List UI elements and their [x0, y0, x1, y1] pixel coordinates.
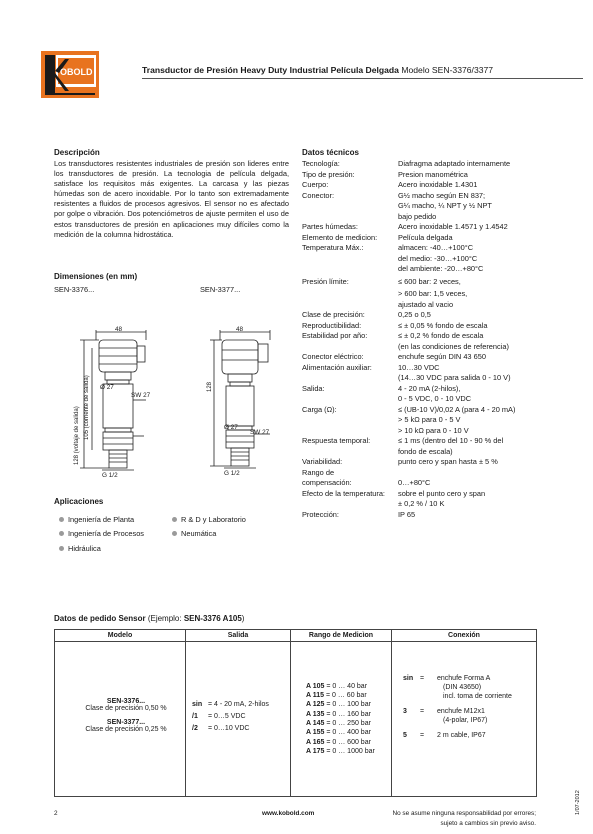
spec-value: > 5 kΩ para 0 - 5 V — [398, 415, 461, 424]
spec-value: G½ macho según EN 837; — [398, 190, 486, 200]
connection-entry — [403, 674, 536, 701]
spec-value: Película delgada — [398, 232, 453, 242]
spec-row — [302, 180, 478, 189]
spec-row — [302, 352, 486, 361]
spec-label: Reproductibilidad: — [302, 320, 362, 330]
spec-label: Carga (Ω): — [302, 404, 337, 414]
connection-line: (DIN 43650) — [443, 684, 482, 691]
footer-note-2: sujeto a cambios sin previo aviso. — [440, 820, 536, 827]
range-code: A 105 — [306, 682, 325, 690]
spec-label: Efecto de la temperatura: — [302, 488, 385, 498]
connection-line: 2 m cable, IP67 — [437, 732, 486, 739]
range-entry — [306, 710, 391, 719]
spec-value: sobre el punto cero y span — [398, 488, 486, 498]
spec-row — [302, 436, 504, 445]
connection-code: 5 — [403, 732, 407, 739]
bullet-icon — [172, 531, 177, 536]
spec-label: Tecnología: — [302, 159, 340, 168]
range-entry — [306, 719, 391, 728]
spec-row — [302, 468, 334, 477]
range-desc: = 0 … 400 bar — [324, 729, 371, 737]
spec-label: Presión límite: — [302, 276, 349, 286]
spec-value: punto cero y span hasta ± 5 % — [398, 457, 498, 466]
footer-url[interactable]: www.kobold.com — [262, 810, 315, 817]
spec-row — [302, 276, 461, 286]
model-code: SEN-3377... — [106, 719, 146, 726]
range-entry — [306, 738, 391, 747]
spec-value: del ambiente: -20…+80°C — [398, 264, 484, 273]
order-heading: Datos de pedido Sensor (Ejemplo: SEN-3376 A105) — [54, 614, 245, 623]
range-entry — [306, 691, 391, 700]
spec-row — [302, 509, 416, 519]
spec-label: Respuesta temporal: — [302, 436, 371, 445]
spec-label: Partes húmedas: — [302, 222, 358, 231]
cell-models — [55, 642, 186, 797]
spec-value: ≤ 600 bar: 2 veces, — [398, 276, 461, 286]
output-desc: = 4 - 20 mA, 2-hilos — [208, 701, 269, 708]
description-heading: Descripción — [54, 148, 100, 157]
dimensions-heading: Dimensiones (en mm) — [54, 272, 138, 281]
spec-row — [302, 243, 474, 252]
bullet-icon — [59, 546, 64, 551]
spec-value: 0…+80°C — [398, 478, 431, 487]
dim-thread-b: G 1/2 — [224, 470, 240, 477]
spec-row — [302, 457, 498, 466]
description-text: Los transductores resistentes industriales de presión son lideres entre los transductores de presión. La tecnologia de película delgada, satisface los requisitos más exigentes. La carcasa y las piezas húmedas son de acero inoxidable. Por lo tanto son extremadamente resistentes a fluidos de procesos agresivos. El sensor no es afectado por golpe o vibración. Dos potenciómetros de ajuste permiten el uso de estos transductores de presión en aplicaciones muy difíciles como la medición de la columna hidrostática. — [54, 159, 289, 239]
application-item: Hidráulica — [59, 544, 101, 553]
col-salida: Salida — [186, 630, 291, 642]
spec-label: Conector: — [302, 190, 335, 200]
spec-label: Estabilidad por año: — [302, 331, 368, 340]
connection-code: 3 — [403, 708, 407, 715]
range-code: A 145 — [306, 720, 325, 727]
dimension-drawing — [54, 300, 294, 490]
model-desc: Clase de precisión 0,25 % — [85, 726, 167, 733]
spec-value: (14…30 VDC para salida 0 - 10 V) — [398, 373, 511, 382]
bullet-icon — [59, 517, 64, 522]
spec-label: Rango de — [302, 467, 335, 477]
spec-label: Temperatura Máx.: — [302, 243, 364, 252]
order-table — [54, 629, 537, 797]
range-code: A 115 — [306, 692, 325, 700]
range-entry — [306, 728, 391, 737]
spec-value: 4 - 20 mA (2-hilos), — [398, 383, 461, 393]
range-code: A 125 — [306, 701, 325, 709]
spec-row — [302, 478, 431, 487]
spec-value: ≤ (UB-10 V)/0,02 A (para 4 - 20 mA) — [398, 404, 516, 414]
footer-date: 1/07-2012 — [575, 790, 581, 815]
page-number: 2 — [54, 810, 58, 817]
spec-value: (en las condiciones de referencia) — [398, 341, 509, 351]
dim-48-b: 48 — [236, 326, 244, 333]
connection-line: incl. toma de corriente — [443, 693, 512, 700]
connection-line: enchufe M12x1 — [437, 708, 485, 715]
spec-value: Presion manométrica — [398, 169, 468, 179]
range-desc: = 0 … 40 bar — [324, 682, 368, 690]
range-desc: = 0 … 250 bar — [324, 720, 371, 727]
application-item: Ingeniería de Procesos — [59, 529, 144, 538]
output-entry — [192, 701, 290, 708]
spec-value: ± 0,2 % / 10 K — [398, 499, 445, 508]
spec-value: 0 - 5 VDC, 0 - 10 VDC — [398, 394, 472, 403]
spec-row — [302, 488, 486, 498]
spec-value: enchufe según DIN 43 650 — [398, 352, 486, 361]
model-code: SEN-3376... — [106, 698, 146, 705]
spec-row — [302, 383, 461, 393]
spec-label: Clase de precisión: — [302, 310, 365, 319]
spec-row — [302, 232, 453, 242]
document-title: Transductor de Presión Heavy Duty Industrial Película Delgada Modelo SEN-3376/3377 — [142, 65, 494, 75]
spec-value: Diafragma adaptado internamente — [398, 159, 511, 168]
dim-thread-a: G 1/2 — [102, 472, 118, 479]
spec-value: IP 65 — [398, 509, 416, 519]
spec-row — [302, 190, 486, 200]
spec-value: ≤ ± 0,05 % fondo de escala — [398, 320, 488, 330]
dimension-model-b: SEN-3377... — [200, 285, 241, 294]
tech-heading: Datos técnicos — [302, 148, 359, 157]
connection-eq: = — [420, 708, 425, 715]
spec-value: Acero inoxidable 1.4301 — [398, 180, 478, 189]
spec-value: G¼ macho, ¼ NPT y ½ NPT — [398, 201, 492, 210]
col-modelo: Modelo — [55, 630, 186, 642]
dim-sw-27-a: SW 27 — [131, 392, 151, 399]
range-code: A 165 — [306, 738, 325, 746]
connection-entry — [403, 731, 536, 740]
cell-outputs — [186, 642, 291, 797]
application-item: Neumática — [172, 529, 216, 538]
spec-label: Cuerpo: — [302, 180, 329, 189]
dim-128-voltage: 128 (voltaje de salida) — [74, 406, 80, 465]
connection-eq: = — [420, 675, 425, 682]
spec-row — [302, 320, 488, 330]
output-entry — [192, 725, 290, 732]
connection-entry — [403, 707, 536, 725]
spec-value: fondo de escala) — [398, 446, 453, 456]
bullet-icon — [59, 531, 64, 536]
range-desc: = 0 … 100 bar — [324, 701, 371, 709]
col-conexion: Conexión — [392, 630, 537, 642]
spec-row — [302, 362, 440, 372]
spec-label: Protección: — [302, 509, 339, 519]
spec-value: 0,25 o 0,5 — [398, 310, 431, 319]
application-item: Ingeniería de Planta — [59, 515, 134, 524]
spec-value: ajustado al vacio — [398, 299, 454, 309]
range-desc: = 0 … 160 bar — [324, 710, 371, 718]
cell-connections — [392, 642, 537, 797]
spec-label: Elemento de medicion: — [302, 232, 378, 242]
range-entry — [306, 747, 391, 756]
range-code: A 175 — [306, 747, 325, 755]
spec-label: Alimentación auxiliar: — [302, 362, 372, 372]
cell-ranges — [291, 642, 392, 797]
dimension-model-a: SEN-3376... — [54, 285, 95, 294]
range-code: A 155 — [306, 729, 325, 737]
spec-value: Acero inoxidable 1.4571 y 1.4542 — [398, 222, 508, 231]
spec-value: 10…30 VDC — [398, 362, 440, 372]
connection-eq: = — [420, 732, 425, 739]
range-entry — [306, 700, 391, 709]
output-entry — [192, 713, 290, 720]
dim-dia-27-b: Ø 27 — [224, 424, 238, 431]
svg-text:OBOLD: OBOLD — [60, 67, 93, 77]
spec-label: Tipo de presión: — [302, 169, 355, 179]
spec-value: bajo pedido — [398, 211, 437, 221]
spec-label: Conector eléctrico: — [302, 352, 364, 361]
output-desc: = 0…10 VDC — [208, 725, 250, 732]
range-entry — [306, 682, 391, 691]
output-desc: = 0…5 VDC — [208, 713, 246, 720]
spec-row — [302, 222, 508, 231]
dim-sw-27-b: SW 27 — [250, 429, 270, 436]
dim-128: 128 — [207, 381, 213, 392]
kobold-logo — [41, 51, 99, 98]
application-item: R & D y Laboratorio — [172, 515, 246, 524]
spec-label: Variabilidad: — [302, 457, 343, 466]
dim-dia-27-a: Ø 27 — [100, 384, 114, 391]
output-code: /2 — [192, 725, 198, 732]
spec-row — [302, 169, 468, 179]
dim-105-current: 105 (corriente de salida) — [84, 375, 90, 440]
range-desc: = 0 … 600 bar — [324, 738, 371, 746]
spec-value: > 10 kΩ para 0 - 10 V — [398, 425, 469, 435]
spec-row — [302, 159, 511, 168]
spec-row — [302, 310, 431, 319]
spec-value: > 600 bar: 1,5 veces, — [398, 289, 468, 298]
output-code: /1 — [192, 713, 198, 720]
spec-value: ≤ 1 ms (dentro del 10 - 90 % del — [398, 436, 504, 445]
col-rango: Rango de Medicìon — [291, 630, 392, 642]
model-entry — [67, 698, 185, 712]
spec-value: almacen: -40…+100°C — [398, 243, 474, 252]
model-entry — [67, 719, 185, 733]
range-code: A 135 — [306, 710, 325, 718]
applications-heading: Aplicaciones — [54, 497, 104, 506]
connection-code: sin — [403, 675, 414, 682]
header-rule — [142, 78, 583, 79]
range-desc: = 0 … 1000 bar — [324, 747, 375, 755]
spec-row — [302, 331, 484, 340]
bullet-icon — [172, 517, 177, 522]
footer-note-1: No se asume ninguna responsabilidad por errores; — [392, 810, 536, 817]
dim-48-a: 48 — [115, 326, 123, 333]
range-desc: = 0 … 60 bar — [324, 692, 367, 700]
spec-value: ≤ ± 0,2 % fondo de escala — [398, 331, 484, 340]
spec-label: Salida: — [302, 383, 325, 393]
output-code: sin — [192, 701, 203, 708]
spec-value: del medio: -30…+100°C — [398, 253, 478, 263]
connection-line: (4-polar, IP67) — [443, 717, 488, 724]
connection-line: enchufe Forma A — [437, 675, 491, 682]
spec-row — [302, 404, 516, 414]
model-desc: Clase de precisión 0,50 % — [85, 705, 167, 712]
spec-label: compensación: — [302, 478, 352, 487]
tech-specs — [302, 159, 552, 539]
